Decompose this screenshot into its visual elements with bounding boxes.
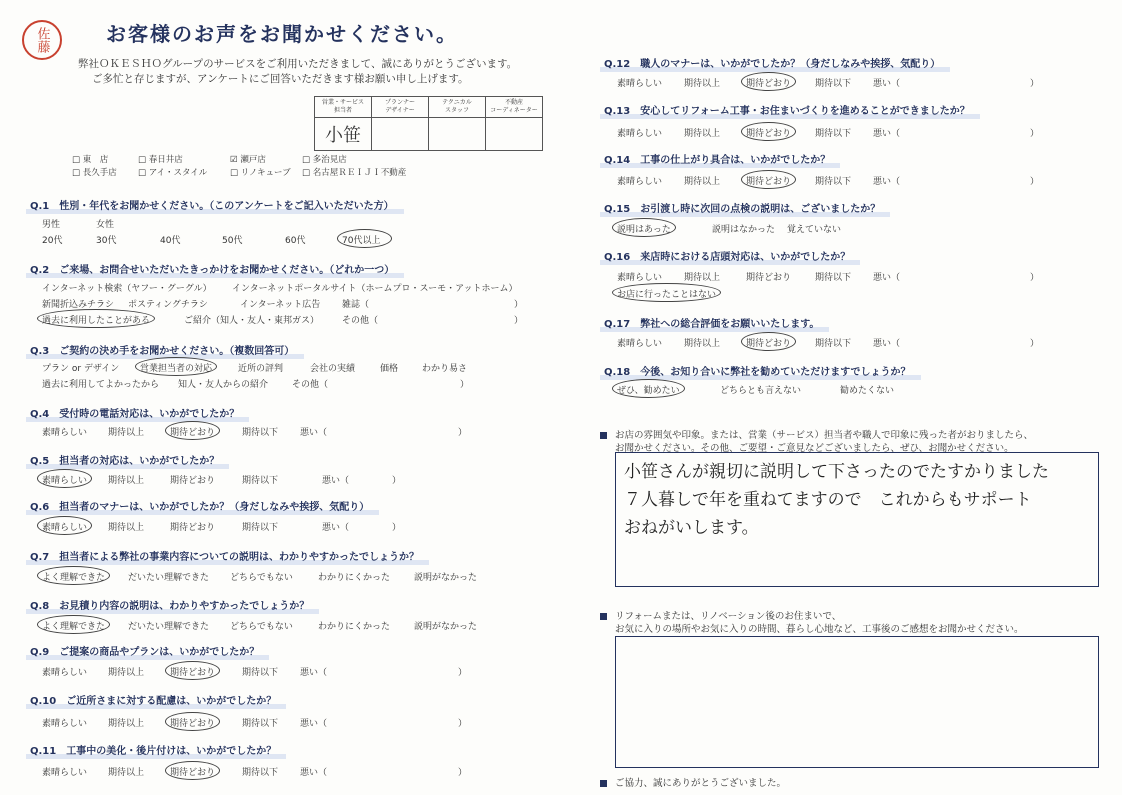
staff-header: テクニカル スタッフ — [429, 97, 486, 118]
question-title: Q.5 担当者の対応は、いかがでしたか？ — [30, 452, 219, 467]
paren-close: ） — [1030, 339, 1040, 349]
answer-option[interactable]: その他（ — [342, 316, 379, 326]
answer-option[interactable]: 20代 — [42, 236, 63, 246]
answer-option[interactable]: 素晴らしい — [617, 339, 663, 349]
answer-option[interactable]: 期待以下 — [242, 476, 279, 486]
paren-close: ） — [458, 668, 468, 678]
question-title: Q.9 ご提案の商品やプランは、いかがでしたか？ — [30, 643, 259, 658]
answer-circle-mark — [741, 72, 796, 91]
paren-close: ） — [514, 300, 524, 310]
answer-option[interactable]: だいたい理解できた — [128, 573, 210, 583]
answer-option[interactable]: 期待以下 — [242, 523, 279, 533]
store-checkbox-checked[interactable]: ☑ 瀬戸店 — [230, 155, 266, 165]
answer-option[interactable]: どちらでもない — [230, 573, 293, 583]
question-title: Q.10 ご近所さまに対する配慮は、いかがでしたか？ — [30, 692, 276, 707]
store-checkbox[interactable]: □ 名古屋ＲＥＩＪＩ不動産 — [302, 168, 407, 178]
store-checkbox[interactable]: □ アイ・スタイル — [138, 168, 208, 178]
answer-circle-mark — [612, 283, 721, 302]
answer-option[interactable]: インターネット広告 — [240, 300, 321, 310]
page-title: お客様のお声をお聞かせください。 — [106, 22, 458, 46]
answer-option[interactable]: 期待どおり — [170, 668, 216, 678]
answer-circle-mark — [37, 566, 110, 585]
answer-option[interactable]: 悪い（ — [322, 523, 350, 533]
answer-option[interactable]: 過去に利用したことがある — [42, 316, 151, 326]
answer-circle-mark — [165, 712, 220, 731]
answer-option[interactable]: 期待以下 — [242, 768, 279, 778]
answer-option[interactable]: 70代以上 — [342, 236, 381, 246]
staff-table — [314, 96, 543, 151]
answer-circle-mark — [337, 229, 392, 248]
answer-circle-mark — [135, 357, 217, 376]
question-title: Q.7 担当者による弊社の事業内容についての説明は、わかりやすかったでしょうか？ — [30, 548, 419, 563]
answer-option[interactable]: 悪い（ — [873, 79, 901, 89]
answer-circle-mark — [741, 170, 796, 189]
seal-stamp: 佐藤 — [22, 20, 62, 60]
answer-option[interactable]: 期待以下 — [815, 177, 852, 187]
store-checkbox[interactable]: □ 春日井店 — [138, 155, 183, 165]
question-title: Q.6 担当者のマナーは、いかがでしたか？（身だしなみや挨拶、気配り） — [30, 498, 369, 513]
answer-option[interactable]: 雑誌（ — [342, 300, 370, 310]
answer-circle-mark — [165, 661, 220, 680]
answer-option[interactable]: 会社の実績 — [310, 364, 356, 374]
staff-value[interactable]: 小笹 — [315, 118, 372, 151]
paren-close: ） — [458, 719, 468, 729]
answer-option[interactable]: 期待以下 — [815, 129, 852, 139]
question-title: Q.15 お引渡し時に次回の点検の説明は、ございましたか？ — [604, 200, 880, 215]
answer-option[interactable]: 知人・友人からの紹介 — [178, 380, 269, 390]
answer-option[interactable]: 価格 — [380, 364, 399, 374]
staff-value[interactable] — [429, 118, 486, 151]
staff-value[interactable] — [372, 118, 429, 151]
answer-option[interactable]: 期待以上 — [684, 177, 721, 187]
answer-option[interactable]: 近所の評判 — [238, 364, 284, 374]
answer-option[interactable]: 悪い（ — [322, 476, 350, 486]
answer-circle-mark — [741, 122, 796, 141]
answer-option[interactable]: 期待以下 — [815, 79, 852, 89]
handwritten-comment: ７人暮しで年を重ねてますので これからもサポート — [624, 490, 1032, 510]
question-title: Q.1 性別・年代をお聞かせください。（このアンケートをご記入いただいた方） — [30, 197, 394, 212]
paren-close: ） — [1030, 129, 1040, 139]
answer-option[interactable]: 悪い（ — [300, 768, 328, 778]
answer-option[interactable]: よく理解できた — [42, 573, 106, 583]
paren-close: ） — [392, 476, 402, 486]
staff-header: 営業・サービス 担当者 — [315, 97, 372, 118]
answer-option[interactable]: 素晴らしい — [617, 273, 663, 283]
answer-option[interactable]: インターネット検索（ヤフー・グーグル） — [42, 284, 212, 294]
question-title: Q.8 お見積り内容の説明は、わかりやすかったでしょうか？ — [30, 597, 309, 612]
store-checkbox[interactable]: □ 東 店 — [72, 155, 109, 165]
answer-option[interactable]: 素晴らしい — [617, 79, 663, 89]
answer-option[interactable]: 説明はなかった — [712, 225, 776, 235]
paren-close: ） — [460, 380, 470, 390]
answer-circle-mark — [37, 309, 155, 328]
answer-option[interactable]: 新聞折込みチラシ — [42, 300, 115, 310]
answer-option[interactable]: 期待以上 — [108, 768, 145, 778]
impression-box[interactable] — [615, 636, 1099, 768]
staff-header: 不動産 コーディネーター — [486, 97, 543, 118]
answer-option[interactable]: 期待以上 — [684, 129, 721, 139]
answer-option[interactable]: 説明はあった — [617, 225, 671, 235]
answer-option[interactable]: 50代 — [222, 236, 243, 246]
answer-option[interactable]: ポスティングチラシ — [128, 300, 208, 310]
answer-option[interactable]: だいたい理解できた — [128, 622, 210, 632]
answer-option[interactable]: 期待どおり — [746, 339, 792, 349]
staff-header: プランナー デザイナー — [372, 97, 429, 118]
answer-option[interactable]: 素晴らしい — [42, 719, 88, 729]
answer-option[interactable]: 期待どおり — [170, 428, 216, 438]
answer-option[interactable]: 期待以下 — [815, 339, 852, 349]
question-title: Q.12 職人のマナーは、いかがでしたか？（身だしなみや挨拶、気配り） — [604, 55, 940, 70]
answer-option[interactable]: 覚えていない — [787, 225, 842, 235]
comment-box[interactable] — [615, 452, 1099, 587]
answer-option[interactable]: どちらとも言えない — [720, 386, 802, 396]
answer-option[interactable]: 期待どおり — [170, 768, 216, 778]
answer-option[interactable]: 期待どおり — [746, 177, 792, 187]
question-title: Q.2 ご来場、お問合せいただいたきっかけをお聞かせください。（どれか一つ） — [30, 261, 394, 276]
answer-option[interactable]: 説明がなかった — [414, 622, 478, 632]
answer-option[interactable]: 期待以上 — [108, 668, 145, 678]
answer-option[interactable]: 素晴らしい — [617, 177, 663, 187]
answer-option[interactable]: 素晴らしい — [42, 476, 88, 486]
answer-circle-mark — [165, 421, 220, 440]
answer-option[interactable]: 男性 — [42, 220, 61, 230]
answer-option[interactable]: 期待どおり — [170, 523, 216, 533]
paren-close: ） — [1030, 79, 1040, 89]
store-checkbox[interactable]: □ リノキューブ — [230, 168, 291, 178]
answer-circle-mark — [612, 379, 685, 398]
answer-option[interactable]: 素晴らしい — [42, 768, 88, 778]
section-heading: お気に入りの場所やお気に入りの時間、暮らし心地など、工事後のご感想をお聞かせください。 — [615, 624, 1024, 635]
answer-option[interactable]: 悪い（ — [873, 339, 901, 349]
answer-option[interactable]: 素晴らしい — [617, 129, 663, 139]
paren-close: ） — [514, 316, 524, 326]
answer-option[interactable]: 期待以上 — [684, 273, 721, 283]
answer-option[interactable]: 悪い（ — [300, 719, 328, 729]
answer-option[interactable]: 30代 — [96, 236, 117, 246]
answer-option[interactable]: 説明がなかった — [414, 573, 478, 583]
question-title: Q.17 弊社への総合評価をお願いいたします。 — [604, 315, 819, 330]
answer-option[interactable]: 期待以上 — [684, 339, 721, 349]
answer-circle-mark — [37, 516, 92, 535]
question-title: Q.18 今後、お知り合いに弊社を勧めていただけますでしょうか？ — [604, 363, 911, 378]
answer-circle-mark — [741, 332, 796, 351]
answer-option[interactable]: 悪い（ — [300, 668, 328, 678]
intro-line: ご多忙と存じますが、アンケートにご回答いただきます様お願い申し上げます。 — [92, 73, 469, 85]
answer-circle-mark — [37, 615, 110, 634]
section-heading: お聞かせください。その他、ご要望・ご意見などございましたら、ぜひ、お聞かせください。 — [615, 443, 1014, 454]
answer-option[interactable]: 期待以上 — [108, 428, 145, 438]
paren-close: ） — [458, 768, 468, 778]
handwritten-comment: おねがいします。 — [624, 518, 759, 538]
answer-option[interactable]: わかりにくかった — [318, 622, 391, 632]
answer-option[interactable]: 過去に利用してよかったから — [42, 380, 160, 390]
answer-option[interactable]: 期待以下 — [815, 273, 852, 283]
answer-option[interactable]: インターネットポータルサイト（ホームプロ・スーモ・アットホーム） — [232, 284, 518, 294]
paren-close: ） — [392, 523, 402, 533]
question-title: Q.13 安心してリフォーム工事・お住まいづくりを進めることができましたか？ — [604, 102, 970, 117]
answer-option[interactable]: 期待以下 — [242, 668, 279, 678]
answer-option[interactable]: 期待以下 — [242, 719, 279, 729]
answer-option[interactable]: ご紹介（知人・友人・東邦ガス） — [184, 316, 320, 326]
store-checkbox[interactable]: □ 長久手店 — [72, 168, 117, 178]
answer-option[interactable]: 素晴らしい — [42, 428, 88, 438]
answer-option[interactable]: 素晴らしい — [42, 668, 88, 678]
answer-option[interactable]: よく理解できた — [42, 622, 106, 632]
answer-option[interactable]: 期待以上 — [108, 719, 145, 729]
section-heading: リフォームまたは、リノベーション後のお住まいで、 — [600, 608, 841, 622]
answer-option[interactable]: 悪い（ — [873, 177, 901, 187]
answer-option[interactable]: 営業担当者の対応 — [140, 364, 213, 374]
paren-close: ） — [458, 428, 468, 438]
answer-option[interactable]: 悪い（ — [300, 428, 328, 438]
answer-option[interactable]: 期待以下 — [242, 428, 279, 438]
answer-option[interactable]: どちらでもない — [230, 622, 293, 632]
answer-circle-mark — [37, 469, 92, 488]
section-heading: お店の雰囲気や印象。または、営業（サービス）担当者や職人で印象に残った者がおりましたら、 — [600, 427, 1033, 441]
paren-close: ） — [1030, 273, 1040, 283]
question-title: Q.4 受付時の電話対応は、いかがでしたか？ — [30, 405, 239, 420]
answer-option[interactable]: 女性 — [96, 220, 115, 230]
answer-option[interactable]: ぜひ、勧めたい — [617, 386, 680, 396]
answer-option[interactable]: プラン or デザイン — [42, 364, 120, 374]
answer-option[interactable]: 悪い（ — [873, 129, 901, 139]
answer-circle-mark — [612, 218, 676, 237]
answer-option[interactable]: 期待以上 — [108, 523, 145, 533]
answer-option[interactable]: 期待どおり — [170, 719, 216, 729]
answer-option[interactable]: 期待どおり — [746, 273, 792, 283]
closing-message: ご協力、誠にありがとうございました。 — [600, 775, 786, 789]
answer-option[interactable]: 勧めたくない — [840, 386, 895, 396]
question-title: Q.11 工事中の美化・後片付けは、いかがでしたか？ — [30, 742, 276, 757]
answer-option[interactable]: 悪い（ — [873, 273, 901, 283]
question-title: Q.14 工事の仕上がり具合は、いかがでしたか？ — [604, 151, 830, 166]
store-checkbox[interactable]: □ 多治見店 — [302, 155, 347, 165]
question-title: Q.16 来店時における店頭対応は、いかがでしたか？ — [604, 248, 850, 263]
staff-value[interactable] — [486, 118, 543, 151]
answer-option[interactable]: わかり易さ — [422, 364, 468, 374]
intro-line: 弊社ＯＫＥＳＨＯグループのサービスをご利用いただきまして、誠にありがとうございます。 — [78, 58, 518, 70]
answer-circle-mark — [165, 761, 220, 780]
answer-option[interactable]: 期待どおり — [746, 79, 792, 89]
answer-option[interactable]: 40代 — [160, 236, 181, 246]
paren-close: ） — [1030, 177, 1040, 187]
answer-option[interactable]: 期待どおり — [170, 476, 216, 486]
answer-option[interactable]: わかりにくかった — [318, 573, 391, 583]
answer-option[interactable]: 期待以上 — [684, 79, 721, 89]
answer-option[interactable]: 素晴らしい — [42, 523, 88, 533]
answer-option[interactable]: 60代 — [285, 236, 306, 246]
answer-option[interactable]: 期待以上 — [108, 476, 145, 486]
handwritten-comment: 小笹さんが親切に説明して下さったのでたすかりました — [624, 462, 1049, 482]
answer-option[interactable]: お店に行ったことはない — [617, 290, 717, 300]
answer-option[interactable]: 期待どおり — [746, 129, 792, 139]
answer-option[interactable]: その他（ — [292, 380, 329, 390]
question-title: Q.3 ご契約の決め手をお聞かせください。（複数回答可） — [30, 342, 294, 357]
